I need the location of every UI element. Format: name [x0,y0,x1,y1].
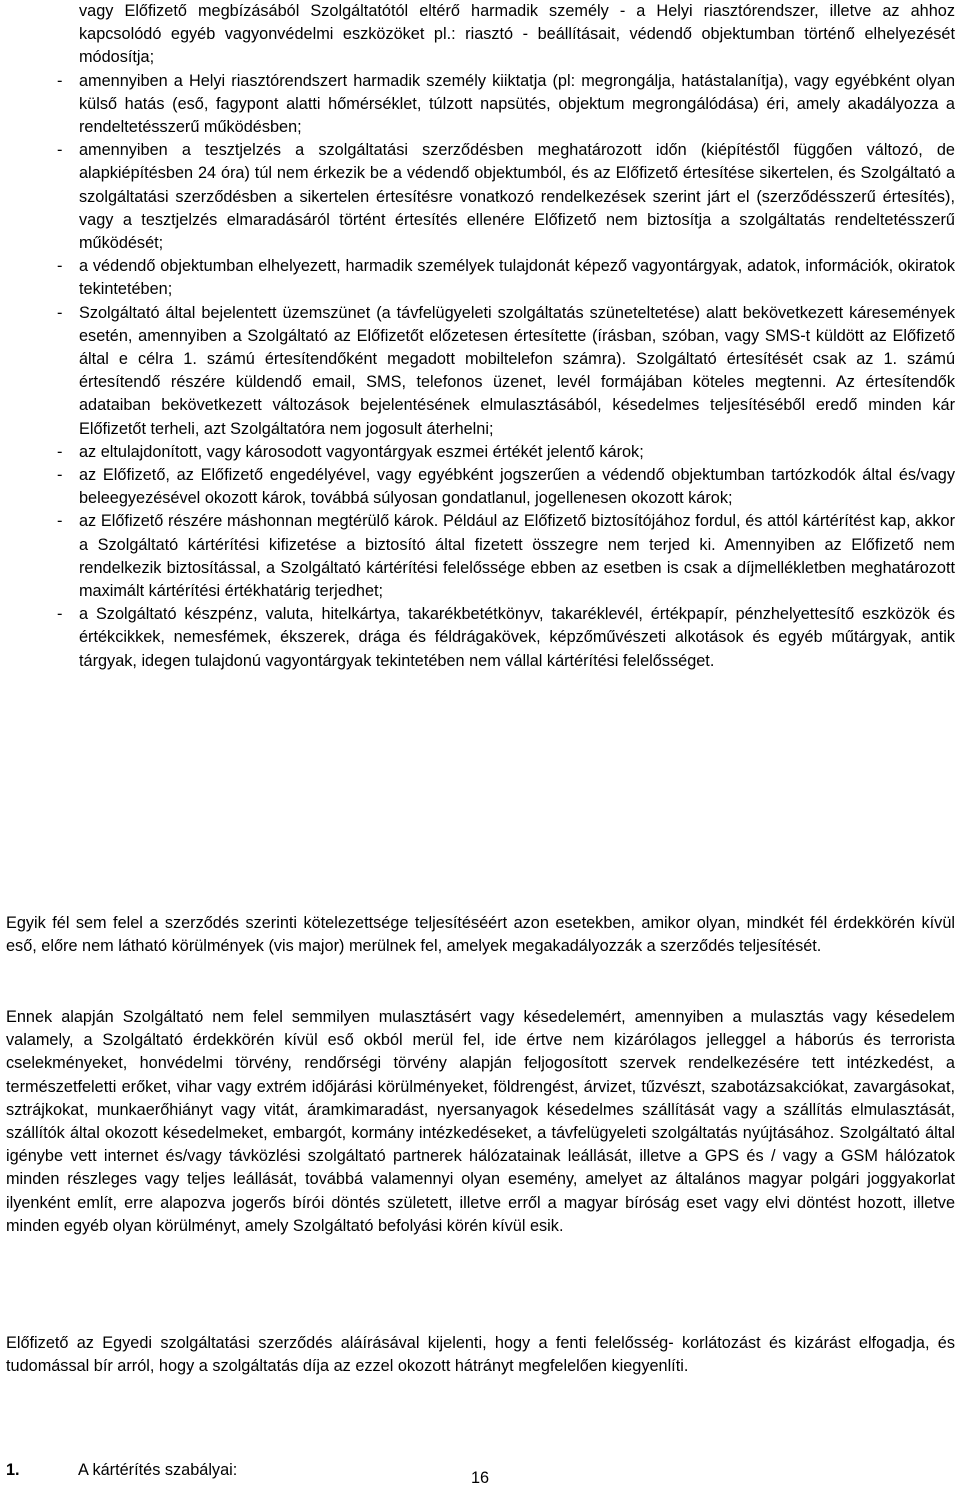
list-dash: - [57,605,63,624]
vis-major-paragraph: Egyik fél sem felel a szerződés szerinti kötelezettsége teljesítéséért azon esetekben, amikor olyan, mindkét fél érdekkörén kívül eső, előre nem látható körülmények (vis major) merülnek fel, amelyek megakadályozzák a szerződés teljesítését. [6,914,955,956]
list-item [57,70,955,140]
list-item-text: vagy Előfizető megbízásából Szolgáltatótól eltérő harmadik személy - a Helyi riasztórendszer, illetve az ahhoz kapcsolódó egyéb vagyonvédelmi eszközöket pl.: riasztó - beállításait, védendő objektumban történő elhelyezését módosítja; [79,2,955,67]
list-dash: - [57,466,63,485]
list-item-text: a védendő objektumban elhelyezett, harmadik személyek tulajdonát képező vagyontárgyak, adatok, információk, okiratok tekintetében; [79,257,955,299]
liability-exclusion-paragraph: Ennek alapján Szolgáltató nem felel semmilyen mulasztásért vagy késedelemért, amennyiben a mulasztás vagy késedelem valamely, a Szolgáltató érdekkörén kívül eső okból merül fel, ide értve nem kizárólagos jelleggel a háborús és terrorista cselekményeket, honvédelmi törvény, rendőrségi törvény alapján feljogosított szervek rendelkezésére tett intézkedést, a természetfeletti erőket, vihar vagy extrém időjárási körülményeket, földrengést, árvizet, tűzvészt, szabotázsakciókat, zavargásokat, sztrájkokat, munkaerőhiányt vagy vitát, áramkimaradást, nyersanyagok késedelmes szállítását vagy a szállítás elmulasztását, szállítók által okozott késedelmeket, embargót, kormány intézkedéseket, a távfelügyeleti szolgáltatás nyújtásához. Szolgáltató által igénybe vett internet és/vagy távközlési szolgáltató partnerek hálózatainak leállását, illetve a GPS és / vagy a GSM hálózatok minden részleges vagy teljes leállását, továbbá valamennyi olyan esemény, amelyet az általános magyar polgári joggyakorlat ilyenként említ, erre alapozva jogerős bírói döntés született, illetve erről a magyar bíróság eset vagy elvi döntést hozott, illetve minden egyéb olyan körülményt, amely Szolgáltató befolyási körén kívül esik. [6,1008,955,1235]
page-number: 16 [470,1469,490,1487]
list-item-text: amennyiben a Helyi riasztórendszert harmadik személy kiiktatja (pl: megrongálja, hatástalanítja), vagy egyébként olyan külső hatás (eső, fagypont alatti hőmérséklet, túlzott napsütés, objektum megrongálódása) éri, amely akadályozza a rendeltetésszerű működésben; [79,71,955,137]
section-number: 1. [6,1461,20,1479]
list-dash: - [57,257,63,276]
list-item [57,441,955,464]
list-item-text: a Szolgáltató készpénz, valuta, hitelkártya, takarékbetétkönyv, takaréklevél, értékpapír, pénzhelyettesítő eszközök és értékcikkek, nemesfémek, ékszerek, drága és féldrágakövek, képzőművészeti alkotások és egyéb műtárgyak, antik tárgyak, idegen tulajdonú vagyontárgyak tekintetében nem vállal kártérítési felelősséget. [79,605,955,670]
section-title: A kártérítés szabályai: [78,1461,238,1479]
list-item-text: az eltulajdonított, vagy károsodott vagyontárgyak eszmei értékét jelentő károk; [79,442,644,461]
list-item-text: az Előfizető részére máshonnan megtérülő károk. Például az Előfizető biztosítójához fordul, és attól kártérítést kap, akkor a Szolgáltató kártérítési kifizetése a biztosító által fizetett összegre nem terjed ki. Amennyiben az Előfizető nem rendelkezik biztosítással, a Szolgáltató kártérítési felelőssége ebben az esetben is csak a díjmellékletben meghatározott maximált kártérítési értékhatárig terjedhet; [79,512,955,601]
list-item-text: Szolgáltató által bejelentett üzemszünet (a távfelügyeleti szolgáltatás szüneteltetése) alatt bekövetkezett káresemények esetén, amennyiben a Szolgáltató az Előfizetőt előzetesen értesítette (írásban, szóban, vagy SMS-t küldött az Előfizető által e célra 1. számú értesítendőként megadott mobiltelefon számra). Szolgáltató értesítését csak az 1. számú értesítendő részére küldendő email, SMS, telefonos üzenet, levél formájában köteles megtenni. Az értesítendők adataiban bekövetkezett változások bejelentésének elmulasztásából, késedelmes teljesítéséből eredő minden kár Előfizetőt terheli, azt Szolgáltatóra nem jogosult áterhelni; [79,303,955,438]
list-item-text: az Előfizető, az Előfizető engedélyével, vagy egyébként jogszerűen a védendő objektumban tartózkodók által és/vagy beleegyezésével okozott károk, továbbá súlyosan gondatlanul, jogellenesen okozott károk; [79,466,955,508]
subscriber-declaration-paragraph: Előfizető az Egyedi szolgáltatási szerződés aláírásával kijelenti, hogy a fenti felelősség- korlátozást és kizárást elfogadja, és tudomással bír arról, hogy a szolgáltatás díja az ezzel okozott hátrányt megfelelően kiegyenlíti. [6,1334,955,1376]
list-dash: - [57,512,63,531]
list-item [57,255,955,301]
list-item [57,603,955,673]
list-item [57,510,955,603]
list-dash: - [57,71,63,90]
list-item-text: amennyiben a tesztjelzés a szolgáltatási szerződésben meghatározott időn (kiépítéstől függően változó, de alapkiépítésben 24 óra) túl nem érkezik be a védendő objektumból, és az Előfizető értesítése sikertelen, és Szolgáltató a szolgáltatási szerződésben a sikertelen értesítésre vonatkozó rendelkezések szerint járt el (szerződésszerű értesítés), vagy a tesztjelzés elmaradásáról történt értesítés ellenére Előfizető nem biztosítja a szolgáltatás rendeltetésszerű működését; [79,141,955,253]
list-item [57,0,955,70]
list-dash: - [57,141,63,160]
exclusion-list [57,0,955,673]
list-item [57,464,955,510]
list-item [57,302,955,441]
list-item [57,139,955,255]
list-dash: - [57,442,63,461]
list-dash: - [57,303,63,322]
